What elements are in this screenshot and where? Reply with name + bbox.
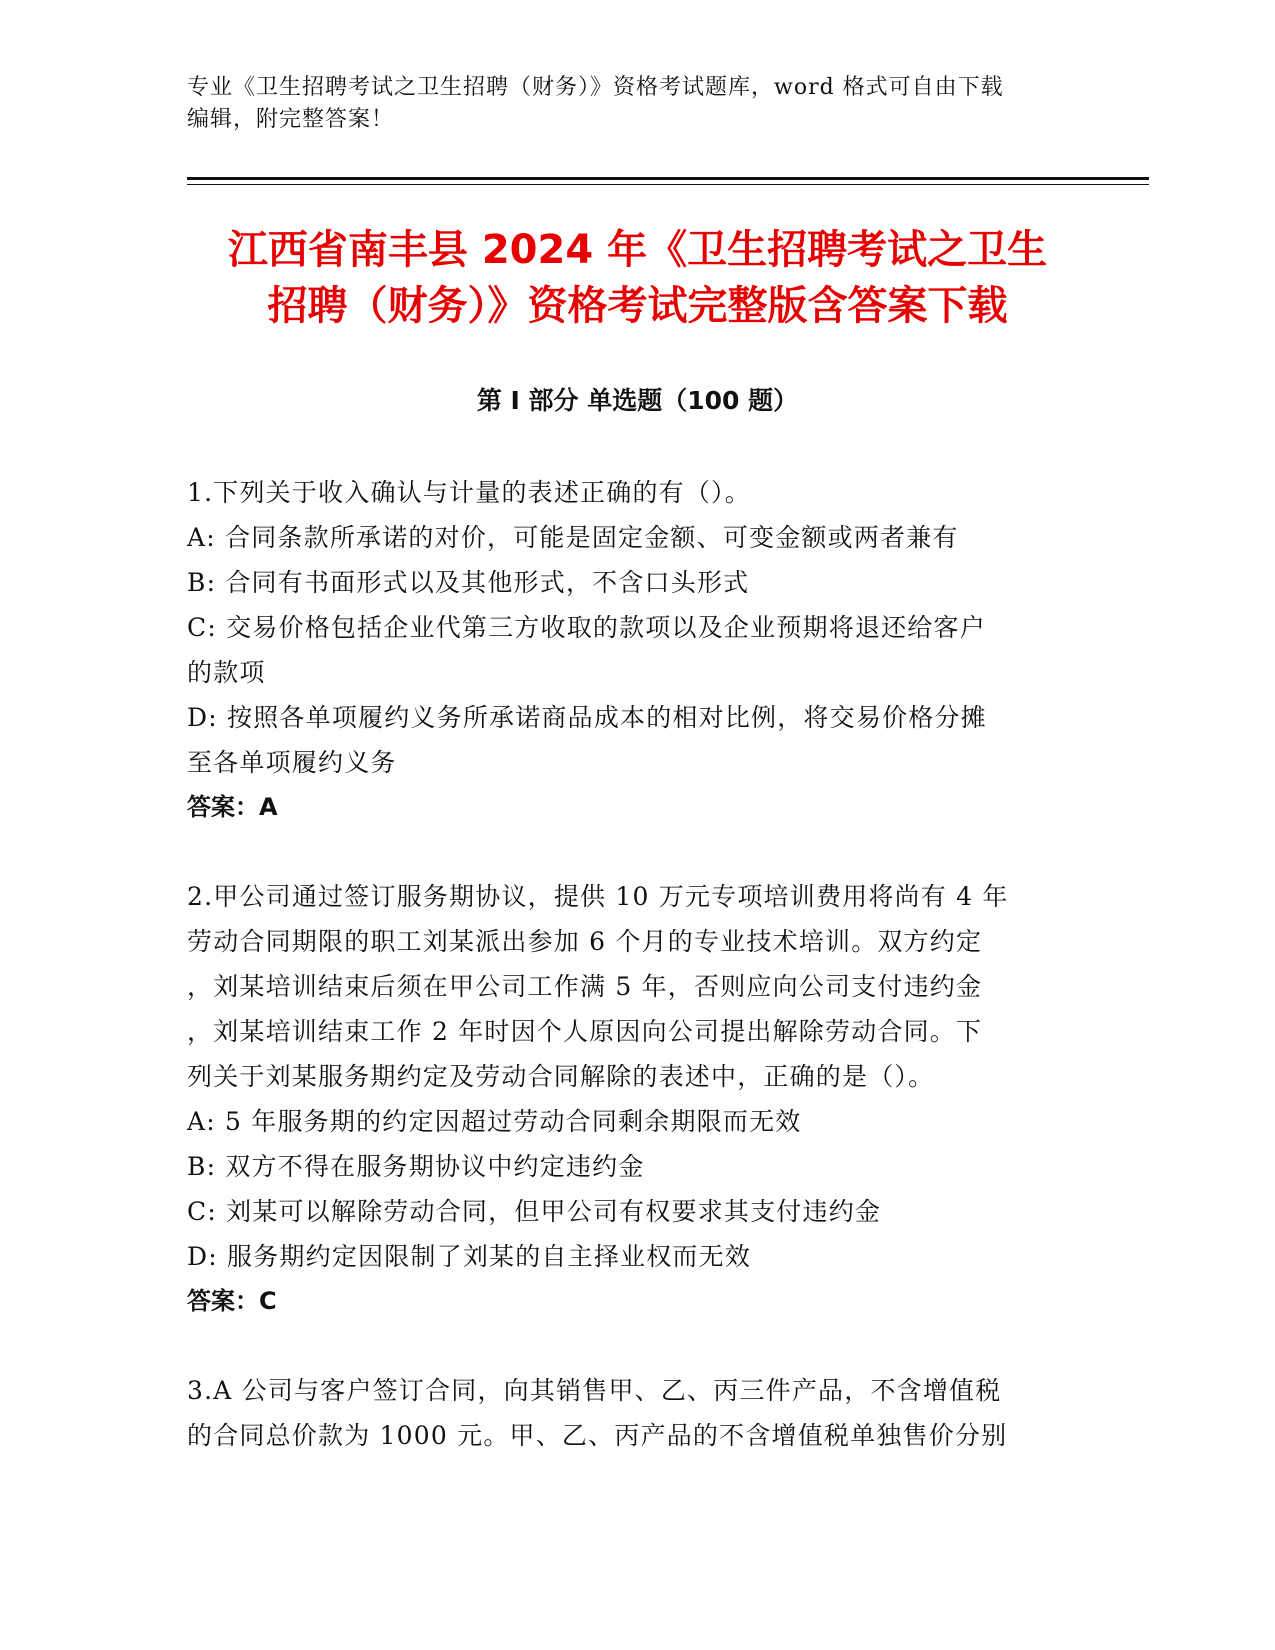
option-b: B: 双方不得在服务期协议中约定违约金 [187, 1152, 645, 1181]
header-note-line: 专业《卫生招聘考试之卫生招聘（财务）》资格考试题库，word 格式可自由下载 [187, 75, 1004, 100]
header-note-line: 编辑，附完整答案！ [187, 107, 395, 132]
document-title [150, 222, 1125, 334]
option-a: A: 5 年服务期的约定因超过劳动合同剩余期限而无效 [187, 1107, 802, 1136]
question-stem: 1.下列关于收入确认与计量的表述正确的有（）。 [187, 478, 751, 507]
option-d: D: 服务期约定因限制了刘某的自主择业权而无效 [187, 1242, 752, 1271]
option-c: C: 刘某可以解除劳动合同，但甲公司有权要求其支付违约金 [187, 1197, 882, 1226]
answer-label: 答案：A [187, 793, 278, 821]
section-heading: 第 I 部分 单选题（100 题） [476, 386, 799, 415]
question-item [187, 1368, 1087, 1458]
option-c: C: 交易价格包括企业代第三方收取的款项以及企业预期将退还给客户 [187, 613, 986, 642]
question-stem: 的合同总价款为 1000 元。甲、乙、丙产品的不含增值税单独售价分别 [187, 1421, 1008, 1450]
question-list [187, 470, 1087, 1502]
question-item [187, 470, 1087, 830]
option-d: D: 按照各单项履约义务所承诺商品成本的相对比例，将交易价格分摊 [187, 703, 987, 732]
option-c-continued: 的款项 [187, 658, 266, 687]
document-title-line: 招聘（财务）》资格考试完整版含答案下载 [267, 283, 1008, 329]
question-stem: 2.甲公司通过签订服务期协议，提供 10 万元专项培训费用将尚有 4 年 [187, 882, 1009, 911]
question-stem: ，刘某培训结束后须在甲公司工作满 5 年，否则应向公司支付违约金 [187, 972, 983, 1001]
header-divider-thin [187, 184, 1149, 185]
option-b: B: 合同有书面形式以及其他形式，不含口头形式 [187, 568, 750, 597]
question-stem: 列关于刘某服务期约定及劳动合同解除的表述中，正确的是（）。 [187, 1062, 935, 1091]
document-title-line: 江西省南丰县 2024 年《卫生招聘考试之卫生 [227, 227, 1048, 273]
question-stem: ，刘某培训结束工作 2 年时因个人原因向公司提出解除劳动合同。下 [187, 1017, 983, 1046]
option-a: A: 合同条款所承诺的对价，可能是固定金额、可变金额或两者兼有 [187, 523, 959, 552]
question-stem: 3.A 公司与客户签订合同，向其销售甲、乙、丙三件产品，不含增值税 [187, 1376, 1002, 1405]
header-divider-thick [187, 177, 1149, 180]
answer-label: 答案：C [187, 1287, 277, 1315]
question-stem: 劳动合同期限的职工刘某派出参加 6 个月的专业技术培训。双方约定 [187, 927, 983, 956]
header-note [187, 72, 1087, 136]
option-d-continued: 至各单项履约义务 [187, 748, 397, 777]
question-item [187, 874, 1087, 1324]
